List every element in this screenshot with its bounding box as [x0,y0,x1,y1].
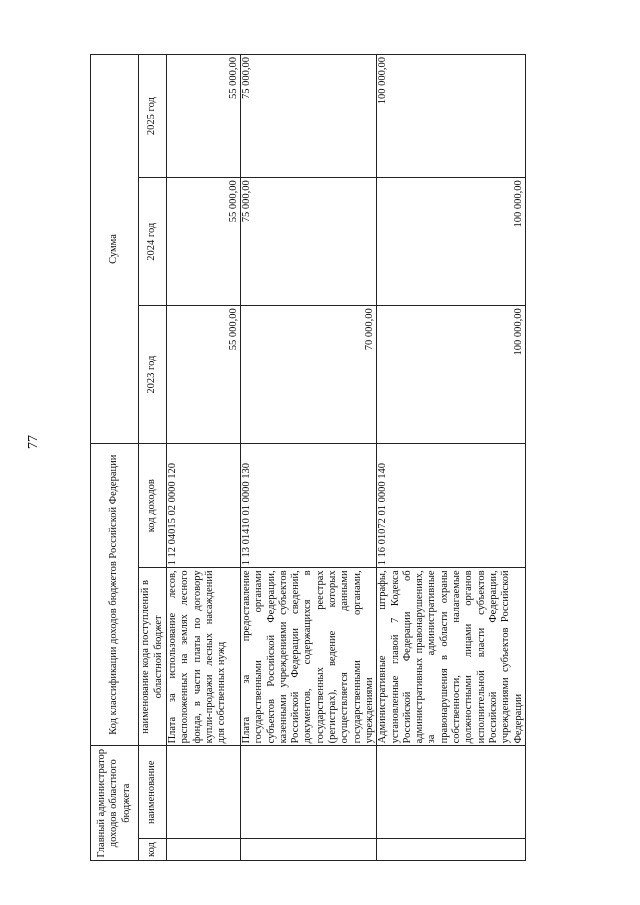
sum-2024-cell: 75 000,00 [241,178,377,306]
budget-table-page [90,54,590,861]
income-code-cell: 1 16 01072 01 0000 140 [377,444,526,568]
sum-2024-cell: 100 000,00 [377,178,526,306]
admin-name-cell [241,746,377,839]
header-year-2025: 2025 год [139,55,167,178]
page-number: 77 [26,435,41,449]
sum-2023-cell: 100 000,00 [377,306,526,444]
admin-code-cell [241,839,377,861]
admin-code-cell [377,839,526,861]
sum-2024-cell: 55 000,00 [167,178,241,306]
sum-2025-cell: 75 000,00 [241,55,377,178]
table-row [167,55,241,861]
income-name-cell: Административные штрафы, установленные главой 7 Кодекса Российской Федерации об административных правонарушениях, за административные правонарушения в области охраны собственности, налагаемые должностными лицами органов исполнительной власти субъектов Российской Федерации, учреждениями субъектов Российской Федерации [377,568,526,746]
income-code-cell: 1 13 01410 01 0000 130 [241,444,377,568]
header-income-code: код доходов [139,444,167,568]
table-row [241,55,377,861]
header-year-2024: 2024 год [139,178,167,306]
header-classifier-group: Код классификации доходов бюджетов Российской Федерации [91,444,139,746]
header-admin-group: Главный администратор доходов областного бюджета [91,746,139,861]
header-income-name: наименование кода поступлений в областной бюджет [139,568,167,746]
income-table [90,54,526,861]
header-year-2023: 2023 год [139,306,167,444]
admin-name-cell [167,746,241,839]
table-row [377,55,526,861]
income-name-cell: Плата за использование лесов, расположенных на землях лесного фонда, в части платы по договору купли-продажи лесных насаждений для собственных нужд [167,568,241,746]
income-code-cell: 1 12 04015 02 0000 120 [167,444,241,568]
admin-code-cell [167,839,241,861]
header-admin-code: код [139,839,167,861]
header-sum-group: Сумма [91,55,139,444]
sum-2023-cell: 70 000,00 [241,306,377,444]
income-name-cell: Плата за предоставление государственными органами субъектов Российской Федерации, казенными учреждениями субъектов Российской Федерации сведений, документов, содержащихся в государственных реестрах (регистрах), ведение которых осуществляется данными государственными органами, учреждениями [241,568,377,746]
sum-2025-cell: 55 000,00 [167,55,241,178]
sum-2023-cell: 55 000,00 [167,306,241,444]
admin-name-cell [377,746,526,839]
header-admin-name: наименование [139,746,167,839]
sum-2025-cell: 100 000,00 [377,55,526,178]
